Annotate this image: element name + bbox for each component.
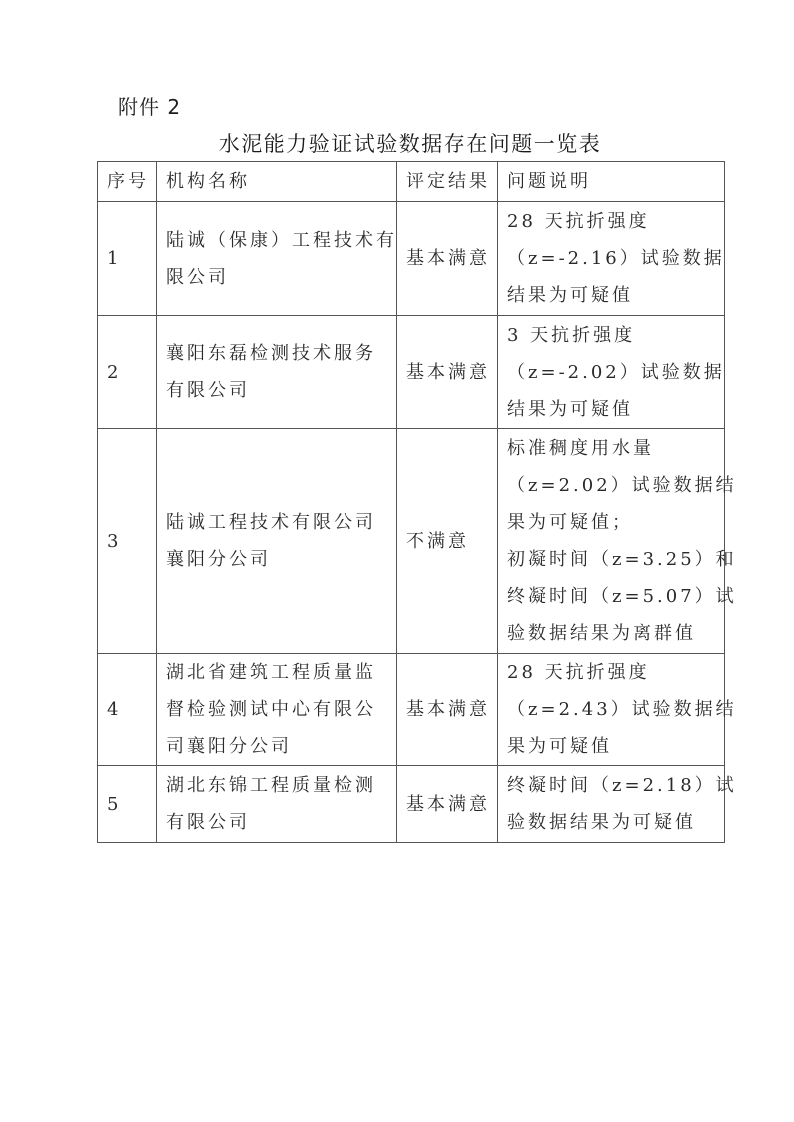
name-line: 司襄阳分公司 (166, 736, 292, 757)
table-row (98, 316, 725, 429)
table-row (98, 202, 725, 316)
header-institution-name: 机构名称 (157, 162, 397, 202)
cell-result: 基本满意 (397, 766, 498, 843)
desc-line: 终凝时间（z=2.18）试 (507, 775, 737, 796)
table-row (98, 654, 725, 766)
issues-table (97, 161, 737, 843)
header-no: 序号 (98, 162, 157, 202)
desc-line: 28 天抗折强度 (507, 662, 650, 683)
desc-line: 果为可疑值 (507, 736, 612, 757)
name-line: 限公司 (166, 266, 229, 288)
cell-description (498, 766, 737, 843)
name-line: 襄阳分公司 (166, 549, 271, 570)
desc-line: 验数据结果为离群值 (507, 623, 696, 644)
cell-description (498, 316, 725, 429)
header-result: 评定结果 (397, 162, 498, 202)
desc-line: （z=2.02）试验数据结 (507, 475, 737, 496)
cell-description (498, 654, 737, 766)
desc-line: 结果为可疑值 (507, 285, 633, 306)
desc-line: （z=2.43）试验数据结 (507, 699, 737, 720)
cell-institution-name (157, 202, 397, 316)
desc-line: 结果为可疑值 (507, 398, 633, 420)
name-line: 有限公司 (166, 380, 250, 401)
document-title: 水泥能力验证试验数据存在问题一览表 (218, 132, 602, 156)
desc-line: 终凝时间（z=5.07）试 (507, 586, 737, 607)
name-line: 有限公司 (166, 812, 250, 833)
name-line: 湖北省建筑工程质量监 (166, 662, 376, 683)
desc-line: 验数据结果为可疑值 (507, 812, 696, 833)
cell-no: 1 (98, 202, 157, 316)
name-line: 督检验测试中心有限公 (166, 699, 376, 720)
table-header-row (98, 162, 725, 202)
cell-result: 不满意 (397, 429, 498, 654)
cell-institution-name (157, 654, 397, 766)
name-line: 湖北东锦工程质量检测 (166, 775, 376, 796)
attachment-label: 附件 2 (118, 95, 182, 119)
cell-no: 5 (98, 766, 157, 843)
desc-line: （z=-2.02）试验数据 (507, 361, 725, 383)
cell-description (498, 202, 725, 316)
desc-line: 3 天抗折强度 (507, 324, 636, 346)
cell-institution-name (157, 766, 397, 843)
cell-no: 2 (98, 316, 157, 429)
cell-result: 基本满意 (397, 654, 498, 766)
cell-institution-name (157, 429, 397, 654)
desc-line: 初凝时间（z=3.25）和 (507, 549, 737, 570)
desc-line: （z=-2.16）试验数据 (507, 248, 725, 269)
desc-line: 28 天抗折强度 (507, 211, 650, 232)
table-row (98, 766, 725, 843)
cell-no: 3 (98, 429, 157, 654)
cell-result: 基本满意 (397, 316, 498, 429)
cell-institution-name (157, 316, 397, 429)
desc-line: 标准稠度用水量 (507, 438, 654, 459)
cell-no: 4 (98, 654, 157, 766)
desc-line: 果为可疑值； (507, 512, 633, 533)
cell-description (498, 429, 737, 654)
name-line: 陆诚工程技术有限公司 (166, 512, 376, 533)
table-row (98, 429, 725, 654)
name-line: 陆诚（保康）工程技术有 (166, 229, 397, 251)
header-description: 问题说明 (498, 162, 725, 202)
name-line: 襄阳东磊检测技术服务 (166, 343, 376, 364)
cell-result: 基本满意 (397, 202, 498, 316)
